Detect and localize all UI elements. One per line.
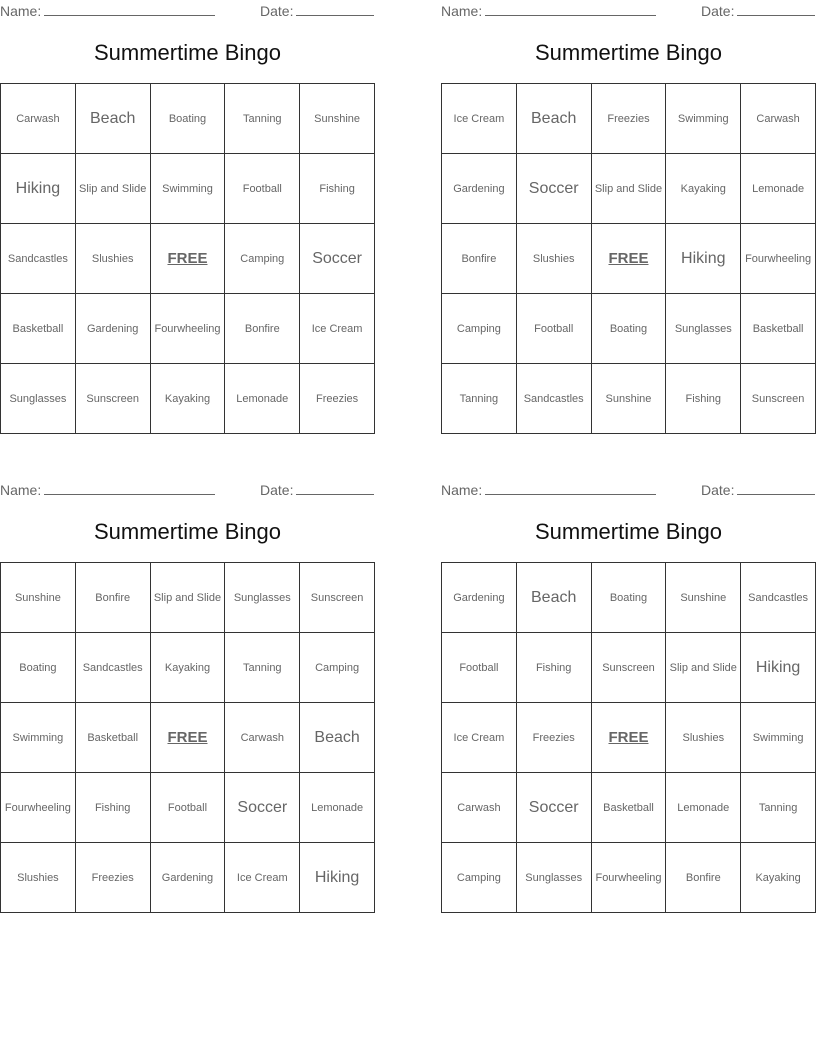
bingo-cell: Boating	[591, 294, 666, 364]
bingo-cell: Swimming	[741, 703, 816, 773]
bingo-cell: Gardening	[442, 563, 517, 633]
card-title: Summertime Bingo	[93, 519, 282, 544]
grid-row	[1, 154, 375, 224]
grid-row	[442, 224, 816, 294]
bingo-grid	[0, 562, 375, 913]
bingo-cell: Lemonade	[666, 773, 741, 843]
bingo-cell: Fishing	[75, 773, 150, 843]
bingo-cell: Camping	[300, 633, 375, 703]
bingo-cell: Gardening	[150, 843, 225, 913]
bingo-cell: Fishing	[516, 633, 591, 703]
bingo-cell: Soccer	[225, 773, 300, 843]
bingo-cell: Basketball	[741, 294, 816, 364]
bingo-cell: Boating	[591, 563, 666, 633]
date-field	[260, 481, 374, 498]
bingo-cell: Camping	[225, 224, 300, 294]
date-blank-line	[296, 2, 374, 16]
bingo-cell: Beach	[75, 84, 150, 154]
name-label: Name:	[0, 3, 42, 19]
grid-row	[442, 154, 816, 224]
bingo-cell: Swimming	[150, 154, 225, 224]
bingo-cell: Ice Cream	[442, 84, 517, 154]
grid-row	[1, 703, 375, 773]
free-space-cell: FREE	[591, 224, 666, 294]
grid-row	[442, 294, 816, 364]
card-title: Summertime Bingo	[534, 40, 723, 65]
bingo-cell: Sunglasses	[225, 563, 300, 633]
free-space-cell: FREE	[150, 224, 225, 294]
bingo-cell: Boating	[150, 84, 225, 154]
bingo-cell: Kayaking	[150, 633, 225, 703]
bingo-cell: Sunscreen	[741, 364, 816, 434]
name-blank-line	[44, 2, 215, 16]
grid-row	[442, 364, 816, 434]
bingo-cell: Football	[516, 294, 591, 364]
bingo-cell: Beach	[516, 563, 591, 633]
bingo-grid	[0, 83, 375, 434]
name-blank-line	[44, 481, 215, 495]
bingo-cell: Sunshine	[300, 84, 375, 154]
bingo-cell: Football	[150, 773, 225, 843]
bingo-cell: Sunglasses	[666, 294, 741, 364]
bingo-cell: Slip and Slide	[75, 154, 150, 224]
grid-row	[442, 563, 816, 633]
bingo-cell: Lemonade	[300, 773, 375, 843]
bingo-cell: Carwash	[442, 773, 517, 843]
bingo-cell: Fishing	[300, 154, 375, 224]
name-field	[441, 481, 656, 498]
bingo-cell: Hiking	[666, 224, 741, 294]
bingo-cell: Fourwheeling	[1, 773, 76, 843]
bingo-cell: Hiking	[741, 633, 816, 703]
bingo-cell: Freezies	[591, 84, 666, 154]
bingo-cell: Freezies	[75, 843, 150, 913]
bingo-cell: Football	[442, 633, 517, 703]
bingo-cell: Sandcastles	[741, 563, 816, 633]
free-space-cell: FREE	[150, 703, 225, 773]
bingo-cell: Sunscreen	[300, 563, 375, 633]
bingo-cell: Camping	[442, 294, 517, 364]
bingo-cell: Football	[225, 154, 300, 224]
bingo-cell: Slushies	[666, 703, 741, 773]
bingo-cell: Swimming	[1, 703, 76, 773]
bingo-cell: Basketball	[75, 703, 150, 773]
bingo-cell: Ice Cream	[300, 294, 375, 364]
name-field	[441, 2, 656, 19]
bingo-cell: Beach	[516, 84, 591, 154]
date-label: Date:	[260, 3, 294, 19]
card-title: Summertime Bingo	[93, 40, 282, 65]
bingo-cell: Beach	[300, 703, 375, 773]
bingo-cell: Soccer	[516, 154, 591, 224]
bingo-grid	[441, 83, 816, 434]
grid-row	[1, 633, 375, 703]
bingo-cell: Slip and Slide	[150, 563, 225, 633]
grid-row	[442, 843, 816, 913]
grid-row	[1, 84, 375, 154]
bingo-cell: Soccer	[300, 224, 375, 294]
name-blank-line	[485, 2, 656, 16]
bingo-cell: Tanning	[225, 633, 300, 703]
card-2	[441, 0, 816, 435]
card-title: Summertime Bingo	[534, 519, 723, 544]
name-blank-line	[485, 481, 656, 495]
bingo-cell: Lemonade	[741, 154, 816, 224]
name-field	[0, 481, 215, 498]
bingo-cell: Slushies	[1, 843, 76, 913]
bingo-cell: Hiking	[1, 154, 76, 224]
bingo-cell: Basketball	[1, 294, 76, 364]
bingo-cell: Ice Cream	[442, 703, 517, 773]
card-1	[0, 0, 375, 435]
date-blank-line	[737, 2, 815, 16]
date-label: Date:	[701, 482, 735, 498]
name-label: Name:	[441, 482, 483, 498]
bingo-cell: Sandcastles	[75, 633, 150, 703]
bingo-cell: Carwash	[741, 84, 816, 154]
bingo-cell: Tanning	[225, 84, 300, 154]
date-field	[701, 481, 815, 498]
bingo-cell: Sunglasses	[516, 843, 591, 913]
bingo-cell: Sunscreen	[591, 633, 666, 703]
bingo-cell: Sunscreen	[75, 364, 150, 434]
card-header	[0, 481, 375, 499]
bingo-cell: Lemonade	[225, 364, 300, 434]
bingo-cell: Slip and Slide	[591, 154, 666, 224]
bingo-cell: Boating	[1, 633, 76, 703]
bingo-cell: Ice Cream	[225, 843, 300, 913]
bingo-cell: Camping	[442, 843, 517, 913]
grid-row	[1, 294, 375, 364]
free-space-cell: FREE	[591, 703, 666, 773]
grid-row	[442, 773, 816, 843]
bingo-grid	[441, 562, 816, 913]
grid-row	[442, 633, 816, 703]
bingo-cell: Carwash	[1, 84, 76, 154]
bingo-cell: Kayaking	[666, 154, 741, 224]
card-4	[441, 479, 816, 914]
bingo-cell: Carwash	[225, 703, 300, 773]
card-3	[0, 479, 375, 914]
bingo-cell: Kayaking	[741, 843, 816, 913]
date-label: Date:	[260, 482, 294, 498]
bingo-cell: Basketball	[591, 773, 666, 843]
grid-row	[1, 364, 375, 434]
bingo-cell: Bonfire	[666, 843, 741, 913]
grid-row	[1, 224, 375, 294]
bingo-cell: Sunglasses	[1, 364, 76, 434]
bingo-cell: Hiking	[300, 843, 375, 913]
bingo-cell: Bonfire	[75, 563, 150, 633]
bingo-cell: Fourwheeling	[591, 843, 666, 913]
bingo-cell: Bonfire	[225, 294, 300, 364]
bingo-cell: Sandcastles	[1, 224, 76, 294]
bingo-cell: Sandcastles	[516, 364, 591, 434]
card-header	[0, 2, 375, 20]
bingo-cell: Sunshine	[591, 364, 666, 434]
grid-row	[1, 773, 375, 843]
bingo-cell: Kayaking	[150, 364, 225, 434]
bingo-cell: Bonfire	[442, 224, 517, 294]
card-header	[441, 2, 816, 20]
bingo-cell: Sunshine	[1, 563, 76, 633]
bingo-cell: Soccer	[516, 773, 591, 843]
bingo-cell: Slushies	[516, 224, 591, 294]
bingo-cell: Swimming	[666, 84, 741, 154]
bingo-cell: Fourwheeling	[150, 294, 225, 364]
bingo-cell: Gardening	[75, 294, 150, 364]
date-blank-line	[296, 481, 374, 495]
date-label: Date:	[701, 3, 735, 19]
bingo-cell: Sunshine	[666, 563, 741, 633]
grid-row	[442, 84, 816, 154]
grid-row	[442, 703, 816, 773]
bingo-cell: Gardening	[442, 154, 517, 224]
name-label: Name:	[0, 482, 42, 498]
bingo-cell: Slip and Slide	[666, 633, 741, 703]
bingo-cell: Slushies	[75, 224, 150, 294]
card-header	[441, 481, 816, 499]
bingo-cell: Fourwheeling	[741, 224, 816, 294]
grid-row	[1, 563, 375, 633]
bingo-cell: Fishing	[666, 364, 741, 434]
name-label: Name:	[441, 3, 483, 19]
date-field	[701, 2, 815, 19]
date-blank-line	[737, 481, 815, 495]
date-field	[260, 2, 374, 19]
grid-row	[1, 843, 375, 913]
bingo-cell: Freezies	[516, 703, 591, 773]
name-field	[0, 2, 215, 19]
bingo-cell: Tanning	[741, 773, 816, 843]
bingo-cell: Tanning	[442, 364, 517, 434]
bingo-cell: Freezies	[300, 364, 375, 434]
